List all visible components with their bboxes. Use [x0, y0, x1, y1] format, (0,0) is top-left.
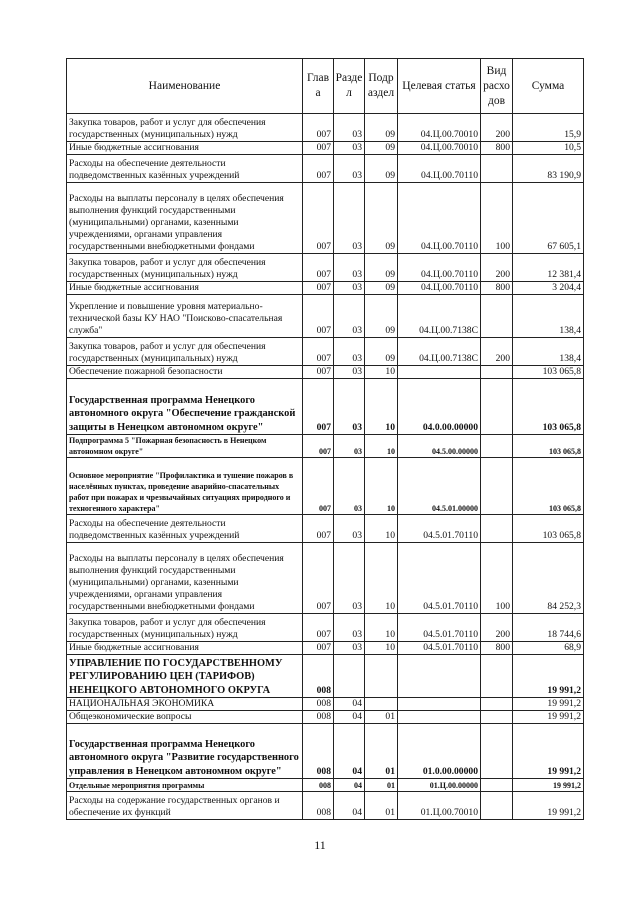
cell-vr: 100	[481, 183, 513, 254]
header-subsection: Подр аздел	[365, 59, 398, 114]
cell-sec: 03	[334, 642, 365, 655]
cell-sub: 09	[365, 254, 398, 282]
cell-sum: 10,5	[513, 142, 584, 155]
cell-sum: 68,9	[513, 642, 584, 655]
cell-sec: 03	[334, 614, 365, 642]
table-row	[67, 295, 584, 338]
cell-sum: 103 065,8	[513, 379, 584, 435]
cell-sub: 09	[365, 155, 398, 183]
cell-sub: 10	[365, 458, 398, 515]
table-row	[67, 543, 584, 614]
cell-ch: 007	[303, 642, 334, 655]
table-row	[67, 282, 584, 295]
table-row	[67, 114, 584, 142]
cell-name: НАЦИОНАЛЬНАЯ ЭКОНОМИКА	[67, 698, 303, 711]
cell-name: Иные бюджетные ассигнования	[67, 642, 303, 655]
cell-sec: 03	[334, 366, 365, 379]
header-target: Целевая статья	[398, 59, 481, 114]
cell-sub: 09	[365, 114, 398, 142]
cell-sum: 15,9	[513, 114, 584, 142]
cell-sum: 103 065,8	[513, 458, 584, 515]
cell-vr	[481, 458, 513, 515]
cell-target: 04.5.01.70110	[398, 543, 481, 614]
cell-ch: 008	[303, 698, 334, 711]
cell-sub: 10	[365, 435, 398, 458]
cell-sum: 67 605,1	[513, 183, 584, 254]
table-row	[67, 655, 584, 698]
cell-sum: 19 991,2	[513, 779, 584, 792]
cell-vr: 200	[481, 254, 513, 282]
cell-sub: 10	[365, 515, 398, 543]
cell-name: Отдельные мероприятия программы	[67, 779, 303, 792]
cell-sec: 03	[334, 183, 365, 254]
cell-name: Иные бюджетные ассигнования	[67, 142, 303, 155]
cell-ch: 007	[303, 435, 334, 458]
cell-ch: 007	[303, 379, 334, 435]
cell-target: 04.Ц.00.70110	[398, 282, 481, 295]
cell-vr	[481, 711, 513, 724]
cell-target: 04.Ц.00.7138С	[398, 295, 481, 338]
cell-sec: 04	[334, 698, 365, 711]
cell-sec: 03	[334, 458, 365, 515]
cell-vr	[481, 698, 513, 711]
cell-name: Подпрограмма 5 "Пожарная безопасность в Ненецком автономном округе"	[67, 435, 303, 458]
cell-sum: 12 381,4	[513, 254, 584, 282]
cell-name: Закупка товаров, работ и услуг для обеспечения государственных (муниципальных) нужд	[67, 254, 303, 282]
table-row	[67, 155, 584, 183]
cell-vr: 800	[481, 642, 513, 655]
cell-ch: 007	[303, 282, 334, 295]
cell-sub: 01	[365, 779, 398, 792]
cell-ch: 007	[303, 543, 334, 614]
cell-target: 01.Ц.00.70010	[398, 792, 481, 820]
cell-target: 04.Ц.00.70110	[398, 254, 481, 282]
table-row	[67, 458, 584, 515]
cell-sum: 138,4	[513, 338, 584, 366]
cell-sum: 103 065,8	[513, 366, 584, 379]
cell-name: Укрепление и повышение уровня материально-технической базы КУ НАО "Поисково-спасательная служба"	[67, 295, 303, 338]
cell-name: Общеэкономические вопросы	[67, 711, 303, 724]
table-row	[67, 711, 584, 724]
cell-sec: 03	[334, 338, 365, 366]
cell-vr	[481, 155, 513, 183]
page-number: 11	[314, 838, 326, 852]
cell-sec: 03	[334, 435, 365, 458]
cell-sum: 19 991,2	[513, 724, 584, 779]
cell-ch: 007	[303, 366, 334, 379]
cell-sec: 03	[334, 142, 365, 155]
cell-target: 04.5.01.00000	[398, 458, 481, 515]
cell-sec: 04	[334, 792, 365, 820]
cell-ch: 008	[303, 779, 334, 792]
cell-target: 04.Ц.00.70110	[398, 155, 481, 183]
cell-sum: 18 744,6	[513, 614, 584, 642]
cell-name: Расходы на выплаты персоналу в целях обеспечения выполнения функций государственными (муниципальными) органами, казенными учреждениями, органами управления государственными внебюджетными фондами	[67, 183, 303, 254]
cell-name: Закупка товаров, работ и услуг для обеспечения государственных (муниципальных) нужд	[67, 614, 303, 642]
cell-sub: 10	[365, 366, 398, 379]
cell-target: 04.Ц.00.70110	[398, 183, 481, 254]
cell-target: 04.Ц.00.70010	[398, 114, 481, 142]
cell-name: Расходы на обеспечение деятельности подведомственных казённых учреждений	[67, 155, 303, 183]
cell-vr: 800	[481, 282, 513, 295]
cell-sub: 09	[365, 295, 398, 338]
cell-ch: 007	[303, 295, 334, 338]
cell-name: Расходы на выплаты персоналу в целях обеспечения выполнения функций государственными (муниципальными) органами, казенными учреждениями, органами управления государственными внебюджетными фондами	[67, 543, 303, 614]
cell-sec: 03	[334, 515, 365, 543]
cell-vr: 200	[481, 114, 513, 142]
cell-sub: 09	[365, 142, 398, 155]
table-row	[67, 792, 584, 820]
cell-vr	[481, 724, 513, 779]
cell-sub: 09	[365, 183, 398, 254]
cell-ch: 007	[303, 155, 334, 183]
cell-sub	[365, 655, 398, 698]
table-row	[67, 435, 584, 458]
header-chapter: Глав а	[303, 59, 334, 114]
cell-target: 04.5.00.00000	[398, 435, 481, 458]
cell-ch: 008	[303, 711, 334, 724]
cell-ch: 008	[303, 792, 334, 820]
table-row	[67, 779, 584, 792]
cell-sub: 01	[365, 724, 398, 779]
cell-target	[398, 711, 481, 724]
table-row	[67, 366, 584, 379]
cell-sec: 03	[334, 114, 365, 142]
cell-sec	[334, 655, 365, 698]
cell-name: Закупка товаров, работ и услуг для обеспечения государственных (муниципальных) нужд	[67, 338, 303, 366]
cell-target: 04.5.01.70110	[398, 642, 481, 655]
cell-sec: 03	[334, 155, 365, 183]
budget-table	[66, 58, 584, 820]
cell-sub: 10	[365, 543, 398, 614]
cell-target: 04.5.01.70110	[398, 614, 481, 642]
cell-ch: 007	[303, 254, 334, 282]
cell-sum: 19 991,2	[513, 698, 584, 711]
cell-name: Государственная программа Ненецкого автономного округа "Развитие государственного управления в Ненецком автономном округе"	[67, 724, 303, 779]
cell-sum: 103 065,8	[513, 435, 584, 458]
cell-sec: 03	[334, 295, 365, 338]
cell-vr: 800	[481, 142, 513, 155]
cell-sub: 09	[365, 338, 398, 366]
cell-ch: 007	[303, 183, 334, 254]
cell-sec: 04	[334, 711, 365, 724]
cell-sec: 03	[334, 379, 365, 435]
cell-ch: 008	[303, 655, 334, 698]
table-row	[67, 614, 584, 642]
cell-vr	[481, 379, 513, 435]
cell-target	[398, 655, 481, 698]
cell-ch: 007	[303, 458, 334, 515]
header-name: Наименование	[67, 59, 303, 114]
cell-vr	[481, 655, 513, 698]
cell-name: Обеспечение пожарной безопасности	[67, 366, 303, 379]
cell-target: 01.Ц.00.00000	[398, 779, 481, 792]
cell-vr	[481, 515, 513, 543]
table-row	[67, 338, 584, 366]
cell-sub: 01	[365, 792, 398, 820]
cell-sum: 19 991,2	[513, 792, 584, 820]
cell-sub: 09	[365, 282, 398, 295]
cell-vr: 200	[481, 338, 513, 366]
table-row	[67, 724, 584, 779]
cell-name: Иные бюджетные ассигнования	[67, 282, 303, 295]
cell-vr	[481, 435, 513, 458]
cell-target: 04.5.01.70110	[398, 515, 481, 543]
cell-vr	[481, 792, 513, 820]
table-row	[67, 379, 584, 435]
cell-sub: 10	[365, 614, 398, 642]
table-row	[67, 642, 584, 655]
table-row	[67, 515, 584, 543]
header-row	[67, 59, 584, 114]
cell-target: 04.0.00.00000	[398, 379, 481, 435]
cell-ch: 008	[303, 724, 334, 779]
cell-name: Основное мероприятие "Профилактика и тушение пожаров в населённых пунктах, проведение аварийно-спасательных работ при пожарах и чрезвычайных ситуациях природного и техногенного характера"	[67, 458, 303, 515]
cell-vr	[481, 366, 513, 379]
cell-vr	[481, 295, 513, 338]
cell-sec: 04	[334, 779, 365, 792]
table-row	[67, 142, 584, 155]
cell-sum: 19 991,2	[513, 655, 584, 698]
header-amount: Сумма	[513, 59, 584, 114]
cell-sec: 03	[334, 254, 365, 282]
cell-target	[398, 366, 481, 379]
cell-sec: 03	[334, 282, 365, 295]
cell-ch: 007	[303, 338, 334, 366]
cell-ch: 007	[303, 515, 334, 543]
cell-name: Расходы на обеспечение деятельности подведомственных казённых учреждений	[67, 515, 303, 543]
cell-vr: 100	[481, 543, 513, 614]
cell-sub: 01	[365, 711, 398, 724]
cell-sec: 03	[334, 543, 365, 614]
cell-ch: 007	[303, 114, 334, 142]
cell-name: Расходы на содержание государственных органов и обеспечение их функций	[67, 792, 303, 820]
cell-ch: 007	[303, 142, 334, 155]
cell-sec: 04	[334, 724, 365, 779]
cell-sub	[365, 698, 398, 711]
cell-sum: 103 065,8	[513, 515, 584, 543]
table-row	[67, 698, 584, 711]
cell-sum: 138,4	[513, 295, 584, 338]
cell-sum: 83 190,9	[513, 155, 584, 183]
cell-target	[398, 698, 481, 711]
cell-sum: 84 252,3	[513, 543, 584, 614]
table-row	[67, 254, 584, 282]
cell-target: 01.0.00.00000	[398, 724, 481, 779]
header-section: Разде л	[334, 59, 365, 114]
cell-sub: 10	[365, 642, 398, 655]
header-exp-type: Вид расхо дов	[481, 59, 513, 114]
cell-target: 04.Ц.00.7138С	[398, 338, 481, 366]
cell-sum: 3 204,4	[513, 282, 584, 295]
cell-sum: 19 991,2	[513, 711, 584, 724]
cell-sub: 10	[365, 379, 398, 435]
table-row	[67, 183, 584, 254]
cell-name: Закупка товаров, работ и услуг для обеспечения государственных (муниципальных) нужд	[67, 114, 303, 142]
cell-name: Государственная программа Ненецкого автономного округа "Обеспечение гражданской защиты в Ненецком автономном округе"	[67, 379, 303, 435]
cell-vr: 200	[481, 614, 513, 642]
cell-vr	[481, 779, 513, 792]
cell-target: 04.Ц.00.70010	[398, 142, 481, 155]
cell-ch: 007	[303, 614, 334, 642]
cell-name: УПРАВЛЕНИЕ ПО ГОСУДАРСТВЕННОМУ РЕГУЛИРОВАНИЮ ЦЕН (ТАРИФОВ) НЕНЕЦКОГО АВТОНОМНОГО ОКРУГА	[67, 655, 303, 698]
